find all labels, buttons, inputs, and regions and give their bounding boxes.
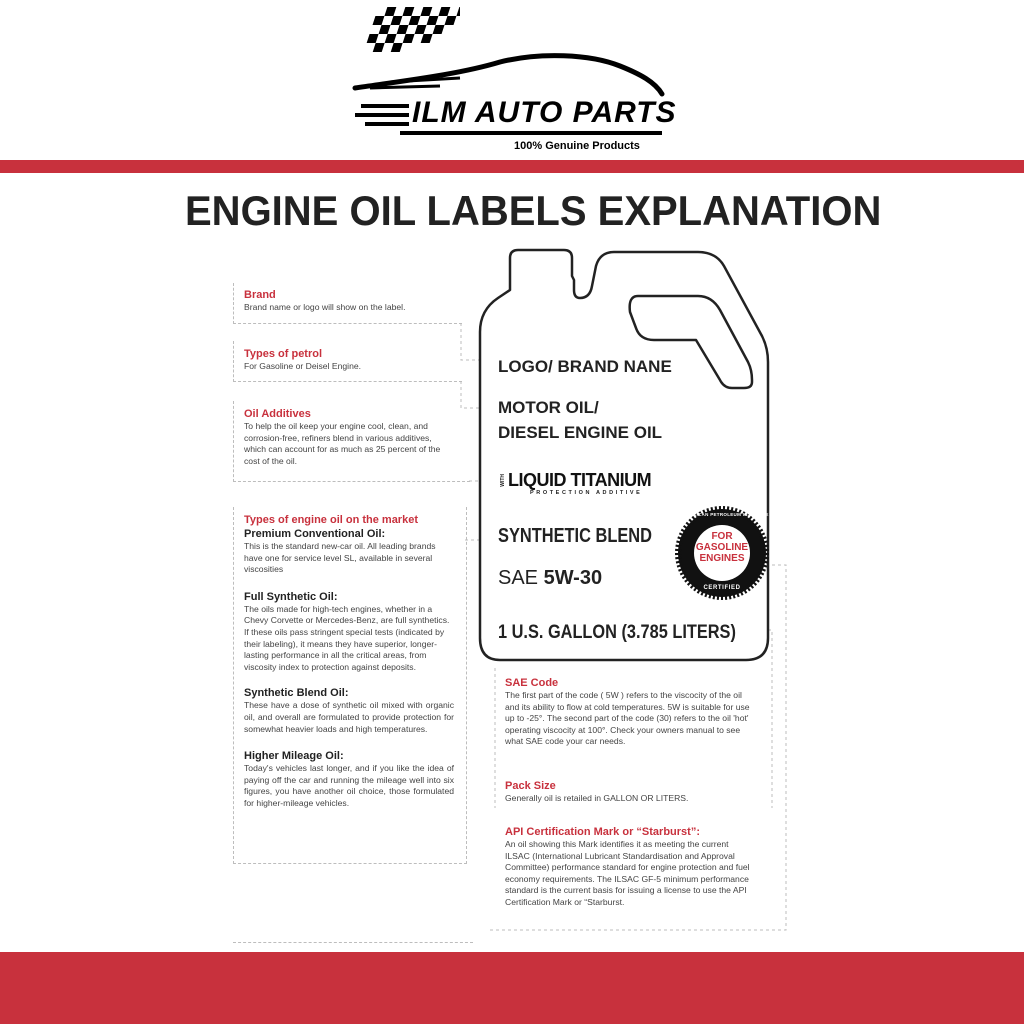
tagline: 100% Genuine Products [514, 140, 640, 152]
badge-engines: ENGINES [699, 553, 745, 564]
sae-content [505, 676, 755, 748]
brand-text: Brand name or logo will show on the label. [244, 302, 406, 312]
full-synthetic-title: Full Synthetic Oil: [244, 590, 338, 603]
jug-motor-oil-label: MOTOR OIL/ [498, 398, 599, 417]
higher-mileage-text: Today's vehicles last longer, and if you like the idea of paying off the car and running the mileage well into six figures, you have another oil choice, those formulated for higher-mileage vehicles. [244, 763, 454, 808]
titanium-sub: PROTECTION ADDITIVE [530, 490, 643, 496]
badge-for: FOR [711, 531, 733, 542]
petrol-text: For Gasoline or Deisel Engine. [244, 361, 362, 371]
pack-title: Pack Size [505, 780, 556, 792]
liquid-titanium-logo [500, 470, 690, 500]
jug-gallon-label: 1 U.S. GALLON (3.785 LITERS) [498, 622, 736, 643]
pack-text: Generally oil is retailed in GALLON OR LITERS. [505, 793, 689, 803]
synthetic-blend-title: Synthetic Blend Oil: [244, 687, 349, 700]
pack-content [505, 779, 755, 805]
api-text: An oil showing this Mark identifies it as meeting the current ILSAC (International Lubricant Standardisation and Approval Committee) performance standard for engine protection and fuel economy requirements. The ILSAC GF-5 minimum performance standard is the current basis for issuing a license to use the API Certification Mark or “Starburst. [505, 839, 750, 907]
jug-logo-label: LOGO/ BRAND NANE [498, 357, 672, 376]
bottom-red-bar [0, 952, 1024, 1024]
page-title: ENGINE OIL LABELS EXPLANATION [185, 188, 882, 235]
oil-jug-outline [470, 240, 790, 680]
sae-prefix: SAE [498, 567, 544, 589]
badge-certified: CERTIFIED [703, 585, 741, 591]
brand-title: Brand [244, 289, 276, 301]
petrol-title: Types of petrol [244, 348, 323, 360]
sae-value: 5W-30 [543, 567, 603, 589]
sae-title: SAE Code [505, 677, 559, 689]
jug-sae-label [498, 567, 602, 590]
synthetic-blend-text: These have a dose of synthetic oil mixed with organic oil, and overall are formulated to provide protection for somewhat heavier loads and high temperatures. [244, 700, 454, 734]
titanium-with: WITH [500, 474, 506, 487]
sae-text: The first part of the code ( 5W ) refers to the viscocity of the oil and its ability to flow at cold temperatures. 5W is suitable for use up to -25°. The second part of the code (30) refers to the oil 'hot' operating viscocity at 100°. Check your owners manual to see what SAE code your car needs. [505, 690, 750, 747]
types-title: Types of engine oil on the market [244, 514, 418, 526]
premium-text: This is the standard new-car oil. All leading brands have one for service level SL, available in several viscosities [244, 541, 436, 575]
brand-logo-text: ILM AUTO PARTS [412, 96, 677, 129]
titanium-name: LIQUID TITANIUM [508, 470, 652, 490]
api-title: API Certification Mark or “Starburst”: [505, 826, 700, 838]
jug-synthetic-label: SYNTHETIC BLEND [498, 525, 652, 547]
additives-text: To help the oil keep your engine cool, clean, and corrosion-free, refiners blend in various additives, which can account for as much as 25 percent of the cost of the oil. [244, 421, 441, 466]
api-starburst-badge [672, 503, 772, 603]
jug-diesel-label: DIESEL ENGINE OIL [498, 423, 663, 442]
badge-ring-text: AMERICAN PETROLEUM INSTITUTE [682, 512, 769, 517]
higher-mileage-title: Higher Mileage Oil: [244, 750, 344, 763]
badge-gasoline: GASOLINE [695, 542, 749, 553]
api-content [505, 825, 755, 909]
additives-title: Oil Additives [244, 408, 311, 420]
premium-title: Premium Conventional Oil: [244, 528, 386, 540]
full-synthetic-text: The oils made for high-tech engines, whether in a Chevy Corvette or Mercedes-Benz, are full synthetics. If these oils pass stringent special tests (indicated by their labeling), it means they have superior, longer-lasting performance in all the critical areas, from viscosity index to protection against deposits. [244, 603, 450, 672]
